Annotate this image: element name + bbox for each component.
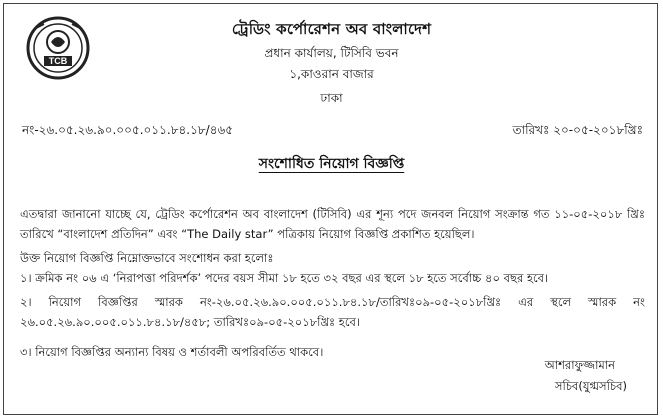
office-address: প্রধান কার্যালয়, টিসিবি ভবন xyxy=(264,46,399,60)
city: ঢাকা xyxy=(320,91,343,105)
street-address: ১,কাওরান বাজার xyxy=(289,67,374,81)
amendment-item-2: ২। নিয়োগ বিজ্ঞপ্তির স্মারক নং-২৬.০৫.২৬.৯০.০০৫.০১১.৮৪.১৮/তারিখঃ০৯-০৫-২০১৮খ্রিঃ এর স্থলে স্মারক নং ২৬.০৫.২৬.৯০.০০৫.০১১.৮৪.১৮/৪৫৮; তারিখঃ০৯-০৫-২০১৮খ্রিঃ হবে। xyxy=(20,295,645,329)
notice-date: তারিখঃ ২০-০৫-২০১৮খ্রিঃ xyxy=(512,123,643,137)
amendment-item-1: ১। ক্রমিক নং ০৬ এ ‘নিরাপত্তা পরিদর্শক’ পদের বয়স সীমা ১৮ হতে ৩২ বছর এর স্থলে ১৮ হতে সর্বোচ্চ ৪০ বছর হবে। xyxy=(20,271,549,285)
logo-lettering: TCB xyxy=(48,56,68,66)
notice-title-text: সংশোধিত নিয়োগ বিজ্ঞপ্তি xyxy=(258,156,405,172)
organization-name: ট্রেডিং কর্পোরেশন অব বাংলাদেশ xyxy=(231,20,432,38)
amendment-lead: উক্ত নিয়োগ বিজ্ঞপ্তি নিম্নোক্তভাবে সংশোধন করা হলোঃ xyxy=(20,251,274,265)
intro-paragraph: এতদ্বারা জানানো যাচ্ছে যে, ট্রেডিং কর্পোরেশন অব বাংলাদেশ (টিসিবি) এর শূন্য পদে জনবল নিয়োগ সংক্রান্ত গত ১১-০৫-২০১৮ খ্রিঃ তারিখে “বাংলাদেশ প্রতিদিন” এবং “The Daily star” পত্রিকায় নিয়োগ বিজ্ঞপ্তি প্রকাশিত হয়েছিল। xyxy=(20,207,645,241)
memo-number: নং-২৬.০৫.২৬.৯০.০০৫.০১১.৮৪.১৮/৪৬৫ xyxy=(22,123,234,137)
signatory-designation: সচিব(যুগ্মসচিব) xyxy=(554,379,627,393)
amendment-item-3: ৩। নিয়োগ বিজ্ঞপ্তির অন্যান্য বিষয় ও শর্তাবলী অপরিবর্তিত থাকবে। xyxy=(20,345,324,359)
signatory-name: আশরাফুজ্জামান xyxy=(544,358,615,372)
notice-title xyxy=(0,152,663,176)
